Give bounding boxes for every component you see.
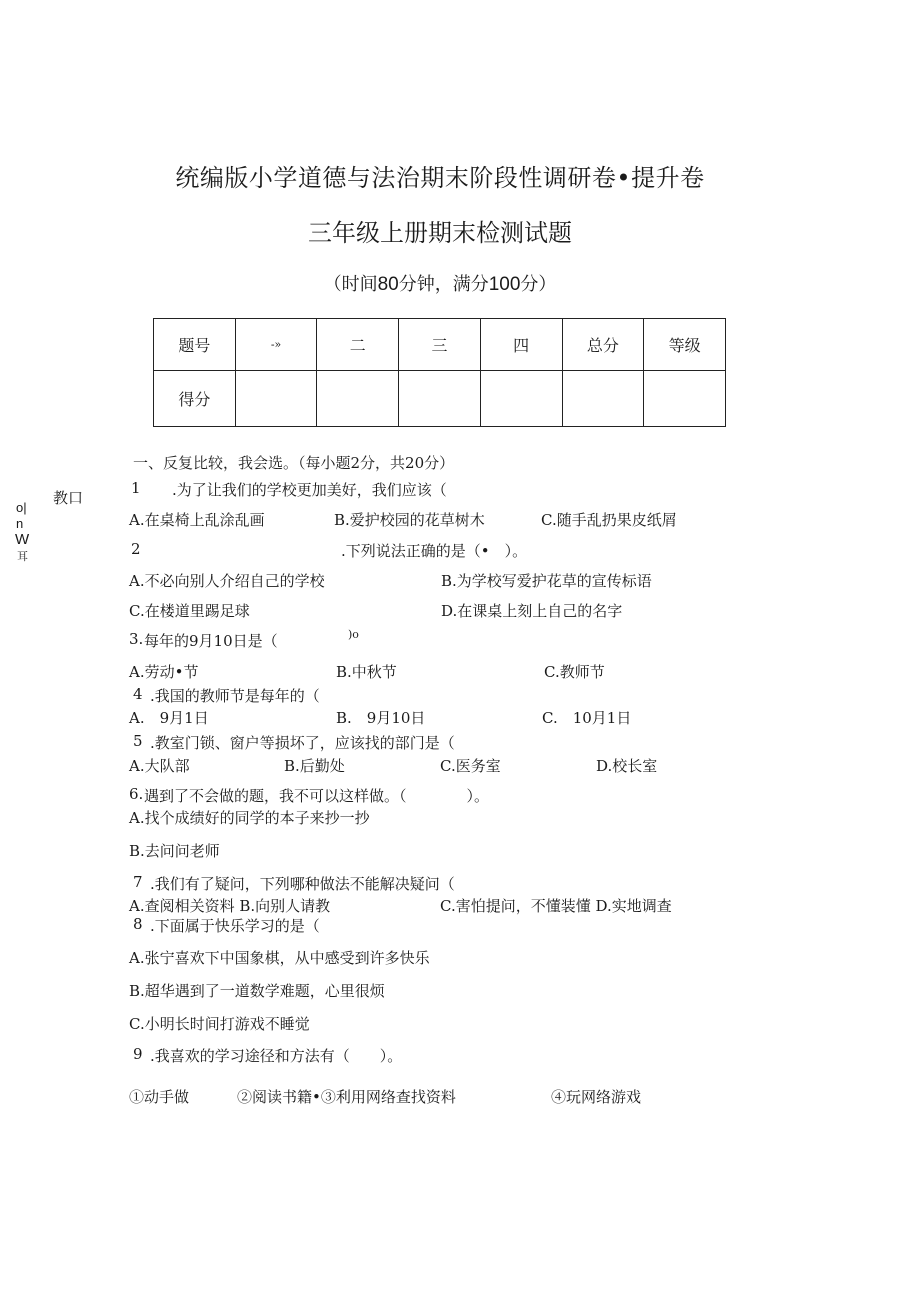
- score-header-cell: 四: [480, 319, 562, 371]
- question-stem: .我们有了疑问，下列哪种做法不能解决疑问（: [150, 875, 455, 893]
- question-number: 9: [133, 1045, 143, 1063]
- margin-label: 教口: [53, 489, 84, 507]
- question-stem: .教室门锁、窗户等损坏了，应该找的部门是（: [150, 734, 455, 752]
- score-table-header-row: [154, 319, 726, 371]
- score-cell[interactable]: [644, 371, 726, 427]
- question-number: 5: [133, 732, 143, 750]
- option: C.害怕提问，不懂装懂 D.实地调查: [440, 897, 672, 915]
- score-header-cell: 三: [399, 319, 481, 371]
- score-table-score-row: [154, 371, 726, 427]
- option: C.随手乱扔果皮纸屑: [541, 511, 677, 529]
- score-cell[interactable]: [399, 371, 481, 427]
- score-header-cell: 等级: [644, 319, 726, 371]
- time-score: 100: [488, 274, 521, 295]
- option: A.不必向别人介绍自己的学校: [129, 572, 325, 590]
- option: D.校长室: [596, 757, 658, 775]
- section-heading: 一、反复比较，我会选。（每小题2分，共20分）: [133, 454, 455, 472]
- score-header-cell: 二: [317, 319, 399, 371]
- question-number: 2: [131, 540, 141, 558]
- score-row-label: 得分: [154, 371, 236, 427]
- question-number: 7: [133, 873, 143, 891]
- option: C. 10月1日: [542, 709, 632, 727]
- score-cell[interactable]: [562, 371, 644, 427]
- score-cell[interactable]: [317, 371, 399, 427]
- question-stem: .为了让我们的学校更加美好，我们应该（: [172, 481, 447, 499]
- time-pre: （时间: [323, 274, 378, 295]
- option: A.在桌椅上乱涂乱画: [129, 511, 265, 529]
- question-number: 6.: [129, 785, 144, 803]
- margin-mark: 耳: [17, 551, 28, 563]
- time-mid: 分钟，满分: [398, 274, 489, 295]
- option: ②阅读书籍•③利用网络查找资料: [237, 1088, 456, 1106]
- option: C.在楼道里踢足球: [129, 602, 250, 620]
- exam-time-note: [0, 270, 880, 296]
- margin-mark: n: [16, 516, 24, 531]
- score-cell[interactable]: [480, 371, 562, 427]
- exam-subtitle: 三年级上册期末检测试题: [308, 219, 572, 247]
- score-header-cell: 题号: [154, 319, 236, 371]
- option: ①动手做: [129, 1088, 190, 1106]
- option: A. 9月1日: [129, 709, 209, 727]
- score-header-cell: -»: [235, 319, 317, 371]
- margin-mark: W: [15, 531, 30, 548]
- question-stem-tail: )o: [348, 628, 359, 641]
- score-table: [153, 318, 726, 427]
- question-stem: .我喜欢的学习途径和方法有（ ）。: [150, 1047, 403, 1065]
- score-header-cell: 总分: [562, 319, 644, 371]
- margin-mark: o|: [16, 500, 27, 515]
- option: A.大队部: [129, 757, 190, 775]
- question-number: 3.: [129, 630, 144, 648]
- option: C.教师节: [544, 663, 605, 681]
- option: ④玩网络游戏: [551, 1088, 642, 1106]
- option: B. 9月10日: [336, 709, 426, 727]
- option: B.为学校写爱护花草的宣传标语: [441, 572, 652, 590]
- option: A.查阅相关资料 B.向别人请教: [129, 897, 331, 915]
- option: C.医务室: [440, 757, 501, 775]
- exam-title: 统编版小学道德与法治期末阶段性调研卷•提升卷: [175, 164, 705, 192]
- time-minutes: 80: [377, 274, 399, 295]
- option: B.超华遇到了一道数学难题，心里很烦: [129, 982, 385, 1000]
- question-stem: .下面属于快乐学习的是（: [150, 917, 320, 935]
- option: B.去问问老师: [129, 842, 220, 860]
- option: A.劳动•节: [129, 663, 199, 681]
- option: B.中秋节: [336, 663, 397, 681]
- question-number: 1: [131, 479, 141, 497]
- question-stem: 每年的9月10日是（: [144, 632, 278, 650]
- option: B.爱护校园的花草树木: [334, 511, 485, 529]
- option: B.后勤处: [284, 757, 345, 775]
- option: A.找个成绩好的同学的本子来抄一抄: [129, 809, 370, 827]
- question-stem: 遇到了不会做的题，我不可以这样做。（ ）。: [144, 787, 490, 805]
- time-post: 分）: [520, 274, 557, 295]
- question-number: 8: [133, 915, 143, 933]
- question-stem: .我国的教师节是每年的（: [150, 687, 320, 705]
- question-stem: .下列说法正确的是（• ）。: [341, 542, 528, 560]
- question-number: 4: [133, 685, 143, 703]
- option: A.张宁喜欢下中国象棋，从中感受到许多快乐: [129, 949, 430, 967]
- option: C.小明长时间打游戏不睡觉: [129, 1015, 310, 1033]
- score-cell[interactable]: [235, 371, 317, 427]
- option: D.在课桌上刻上自己的名字: [441, 602, 623, 620]
